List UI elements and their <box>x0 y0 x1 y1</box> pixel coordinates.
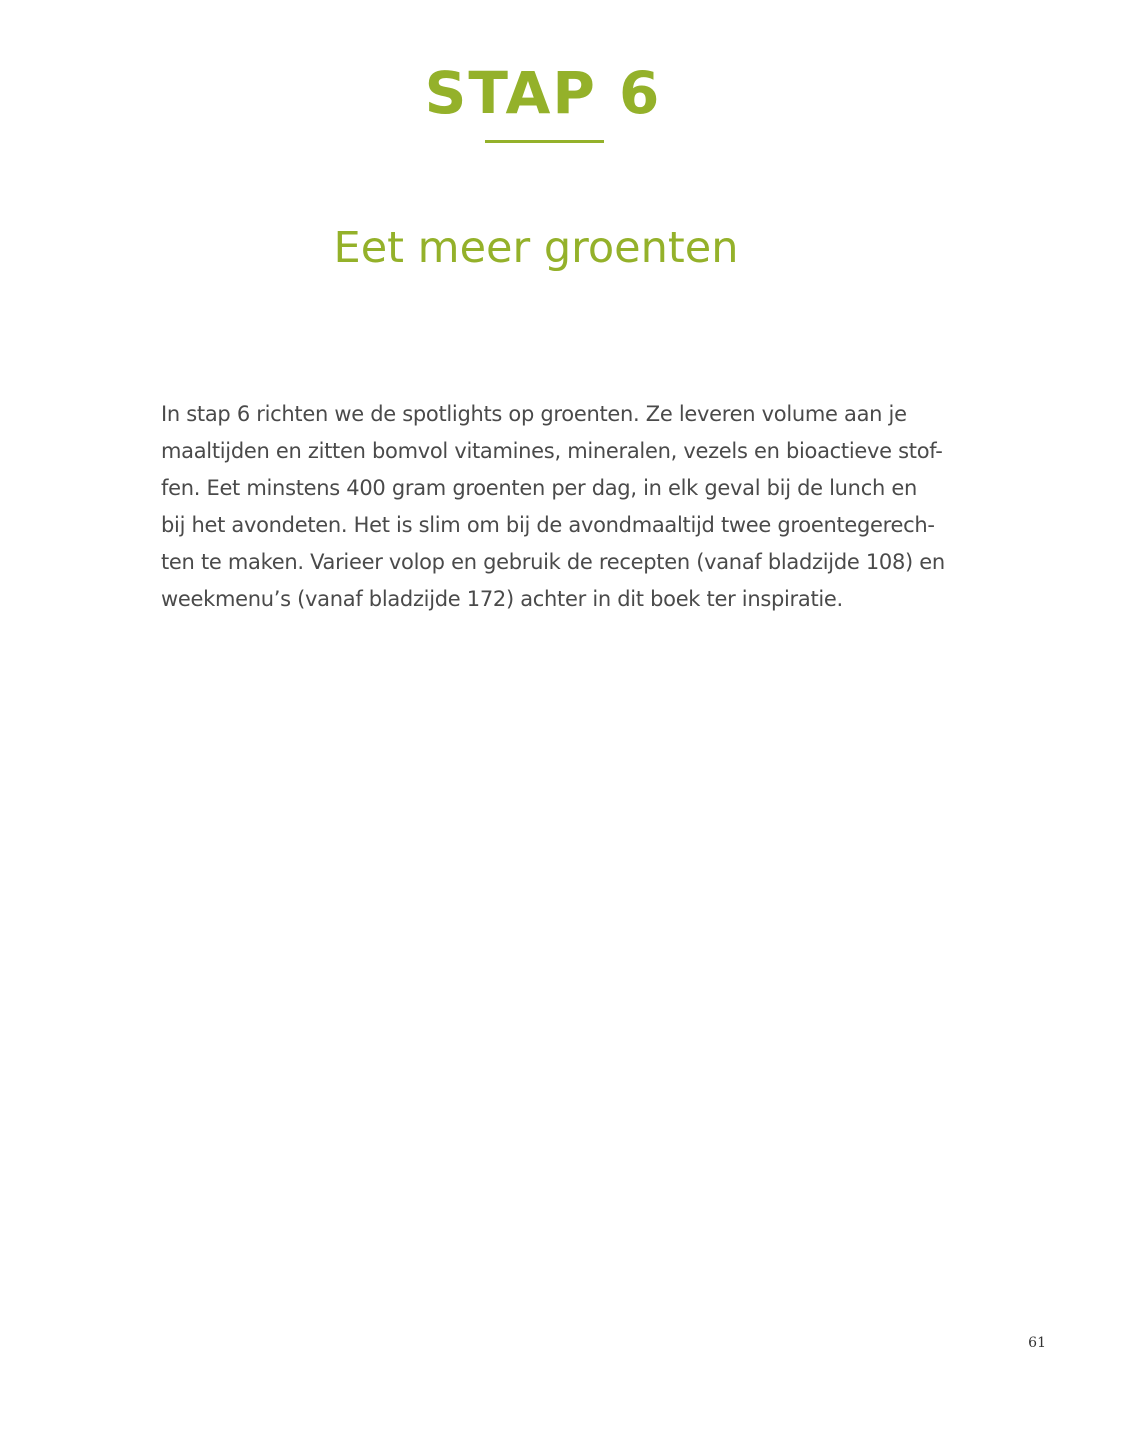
body-line: weekmenu’s (vanaf bladzijde 172) achter in dit boek ter inspiratie. <box>161 587 843 611</box>
body-paragraph <box>161 396 991 618</box>
body-line: maaltijden en zitten bomvol vitamines, mineralen, vezels en bioactieve stof- <box>161 439 943 463</box>
title-underline <box>485 140 604 143</box>
body-line: ten te maken. Varieer volop en gebruik de recepten (vanaf bladzijde 108) en <box>161 550 945 574</box>
page-number: 61 <box>1028 1335 1046 1351</box>
body-line: fen. Eet minstens 400 gram groenten per dag, in elk geval bij de lunch en <box>161 476 917 500</box>
body-line: bij het avondeten. Het is slim om bij de avondmaaltijd twee groentegerech- <box>161 513 935 537</box>
step-title: STAP 6 <box>424 59 662 127</box>
section-subtitle: Eet meer groenten <box>333 223 739 273</box>
body-line: In stap 6 richten we de spotlights op groenten. Ze leveren volume aan je <box>161 402 907 426</box>
